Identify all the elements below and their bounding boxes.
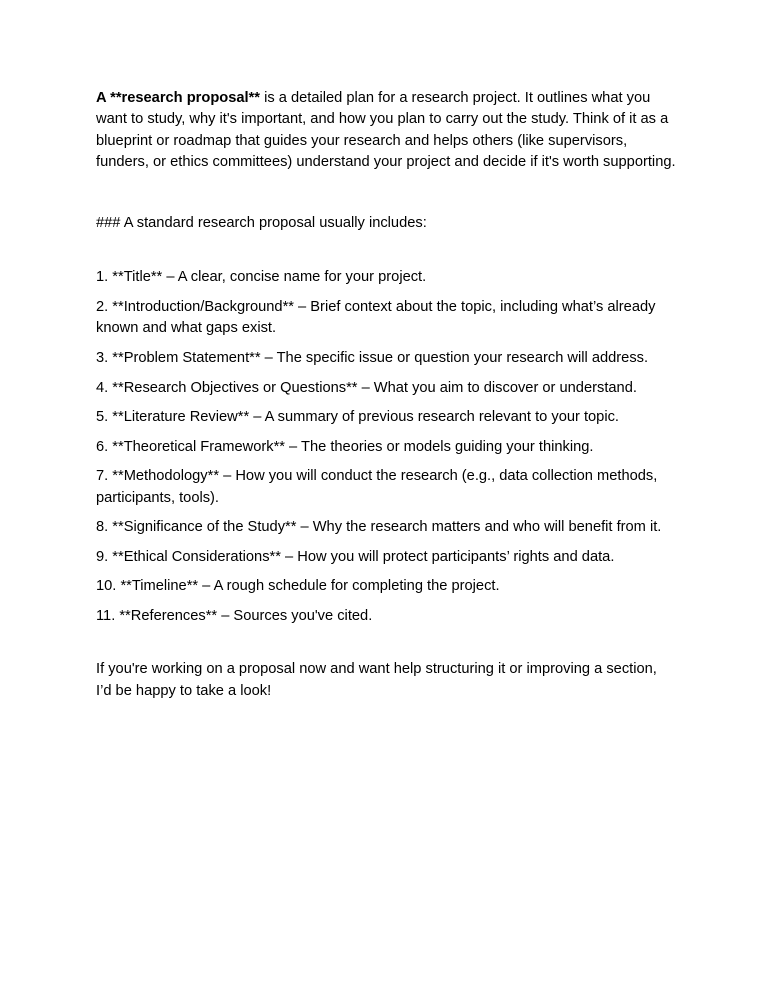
list-item: 4. **Research Objectives or Questions** – What you aim to discover or understand. (96, 379, 637, 396)
component-list (96, 267, 676, 627)
list-item: 5. **Literature Review** – A summary of previous research relevant to your topic. (96, 409, 619, 426)
list-item: 10. **Timeline** – A rough schedule for completing the project. (96, 578, 500, 595)
intro-bold-term: A **research proposal** (96, 90, 261, 106)
list-item: 2. **Introduction/Background** – Brief context about the topic, including what’s already known and what gaps exist. (96, 299, 656, 337)
intro-paragraph (96, 88, 676, 173)
list-item: 11. **References** – Sources you've cited. (96, 608, 373, 625)
list-item: 9. **Ethical Considerations** – How you will protect participants’ rights and data. (96, 548, 615, 565)
closing-paragraph: If you're working on a proposal now and want help structuring it or improving a section, I’d be happy to take a look! (96, 661, 657, 699)
list-item: 3. **Problem Statement** – The specific issue or question your research will address. (96, 349, 649, 366)
list-item: 6. **Theoretical Framework** – The theories or models guiding your thinking. (96, 438, 594, 455)
section-heading: ### A standard research proposal usually includes: (96, 215, 427, 232)
document-page (96, 88, 676, 702)
list-item: 8. **Significance of the Study** – Why the research matters and who will benefit from it. (96, 519, 662, 536)
list-item: 1. **Title** – A clear, concise name for your project. (96, 269, 427, 286)
list-item: 7. **Methodology** – How you will conduct the research (e.g., data collection methods, participants, tools). (96, 468, 658, 506)
intro-text: is a detailed plan for a research project. It outlines what you want to study, why it's important, and how you plan to carry out the study. Think of it as a blueprint or roadmap that guides your research and helps others (like supervisors, funders, or ethics committees) understand your project and decide if it's worth supporting. (96, 90, 676, 170)
